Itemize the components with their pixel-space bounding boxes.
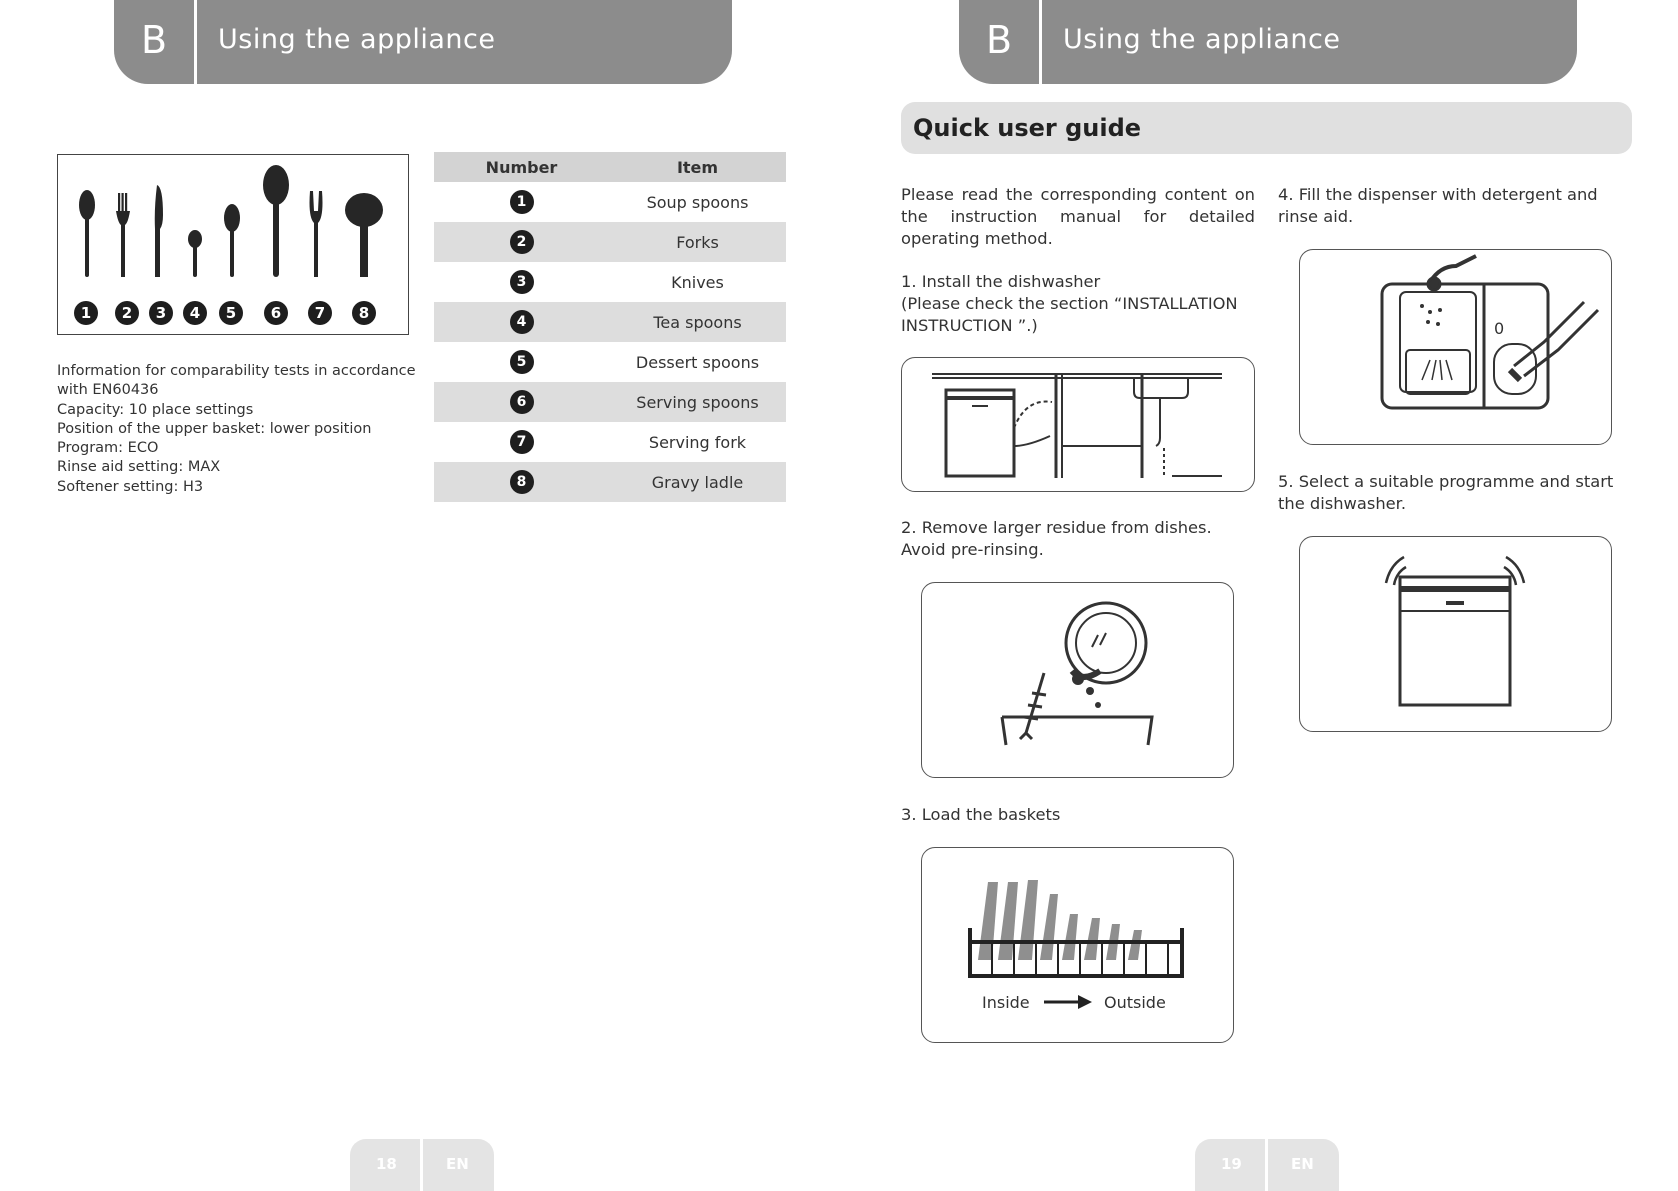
page-number: 19: [1221, 1155, 1242, 1173]
row-number-badge: 6: [510, 390, 534, 414]
cutlery-table: [434, 152, 786, 502]
table-row: [434, 382, 786, 422]
info-line: Rinse aid setting: MAX: [57, 459, 221, 476]
scrape-plate-illustration: [921, 582, 1234, 778]
language-code: EN: [446, 1155, 469, 1173]
footer-divider: [420, 1139, 423, 1191]
page-number: 18: [376, 1155, 397, 1173]
step-1-title: 1. Install the dishwasher: [901, 272, 1101, 291]
outside-label: Outside: [1104, 993, 1166, 1012]
figure-number-4: 4: [189, 304, 201, 322]
row-number-badge: 5: [510, 350, 534, 374]
step-3: 3. Load the baskets: [901, 805, 1061, 824]
step-4: 4. Fill the dispenser with detergent and rinse aid.: [1278, 185, 1598, 226]
left-page-footer: [350, 1139, 494, 1191]
table-row: [434, 342, 786, 382]
step-1: [901, 271, 1261, 337]
step-5: 5. Select a suitable programme and start the dishwasher.: [1278, 472, 1614, 513]
info-line: Capacity: 10 place settings: [57, 401, 254, 418]
inside-label: Inside: [982, 993, 1030, 1012]
right-section-title: Using the appliance: [1063, 24, 1341, 55]
figure-number-8: 8: [358, 304, 370, 322]
quick-guide-bar: [901, 102, 1632, 154]
row-item: Tea spoons: [653, 312, 742, 332]
comparability-info: [57, 362, 417, 497]
dispenser-mark-icon: 0: [1494, 319, 1505, 338]
row-item: Soup spoons: [646, 192, 749, 212]
language-code: EN: [1291, 1155, 1314, 1173]
row-number-badge: 7: [510, 430, 534, 454]
left-section-header: [114, 0, 732, 84]
cutlery-figure: [57, 154, 409, 335]
info-line: with EN60436: [57, 382, 159, 399]
footer-divider: [1265, 1139, 1268, 1191]
table-row: [434, 222, 786, 262]
table-row: [434, 422, 786, 462]
right-page-footer: [1195, 1139, 1339, 1191]
table-row: [434, 462, 786, 502]
left-section-divider: [194, 0, 197, 84]
header-item: Item: [676, 157, 719, 177]
info-line: Softener setting: H3: [57, 478, 204, 495]
table-row: [434, 302, 786, 342]
start-dishwasher-illustration: [1299, 536, 1612, 732]
row-item: Forks: [676, 232, 719, 252]
info-line: Program: ECO: [57, 440, 159, 457]
figure-number-1: 1: [80, 304, 92, 322]
figure-number-2: 2: [121, 304, 133, 322]
right-section-header: [959, 0, 1577, 84]
right-section-letter: B: [985, 18, 1013, 62]
quick-guide-title: Quick user guide: [913, 114, 1142, 142]
step-1-note: (Please check the section “INSTALLATION INSTRUCTION ”.): [901, 294, 1238, 335]
left-section-letter: B: [140, 18, 168, 62]
figure-number-5: 5: [225, 304, 237, 322]
row-item: Serving fork: [648, 432, 747, 452]
info-line: Position of the upper basket: lower position: [57, 420, 372, 437]
row-item: Dessert spoons: [635, 352, 760, 372]
step-2: 2. Remove larger residue from dishes. Avoid pre-rinsing.: [901, 518, 1212, 559]
row-number-badge: 8: [510, 470, 534, 494]
left-section-title: Using the appliance: [218, 24, 496, 55]
right-section-divider: [1039, 0, 1042, 84]
table-row: [434, 182, 786, 222]
figure-number-6: 6: [270, 304, 282, 322]
row-number-badge: 2: [510, 230, 534, 254]
row-item: Serving spoons: [636, 392, 759, 412]
dispenser-illustration: [1299, 249, 1612, 445]
table-row: [434, 262, 786, 302]
row-number-badge: 1: [510, 190, 534, 214]
guide-intro: Please read the corresponding content on the instruction manual for detailed operating method.: [901, 185, 1255, 248]
cutlery-illustration: [58, 155, 408, 333]
row-item: Gravy ladle: [651, 472, 744, 492]
install-illustration: [901, 357, 1255, 492]
row-number-badge: 3: [510, 270, 534, 294]
figure-number-3: 3: [155, 304, 167, 322]
row-item: Knives: [671, 272, 724, 292]
row-number-badge: 4: [510, 310, 534, 334]
info-line: Information for comparability tests in accordance: [57, 363, 416, 379]
table-header: [434, 152, 786, 182]
header-number: Number: [485, 157, 558, 177]
figure-number-7: 7: [314, 304, 326, 322]
load-baskets-illustration: [921, 847, 1234, 1043]
